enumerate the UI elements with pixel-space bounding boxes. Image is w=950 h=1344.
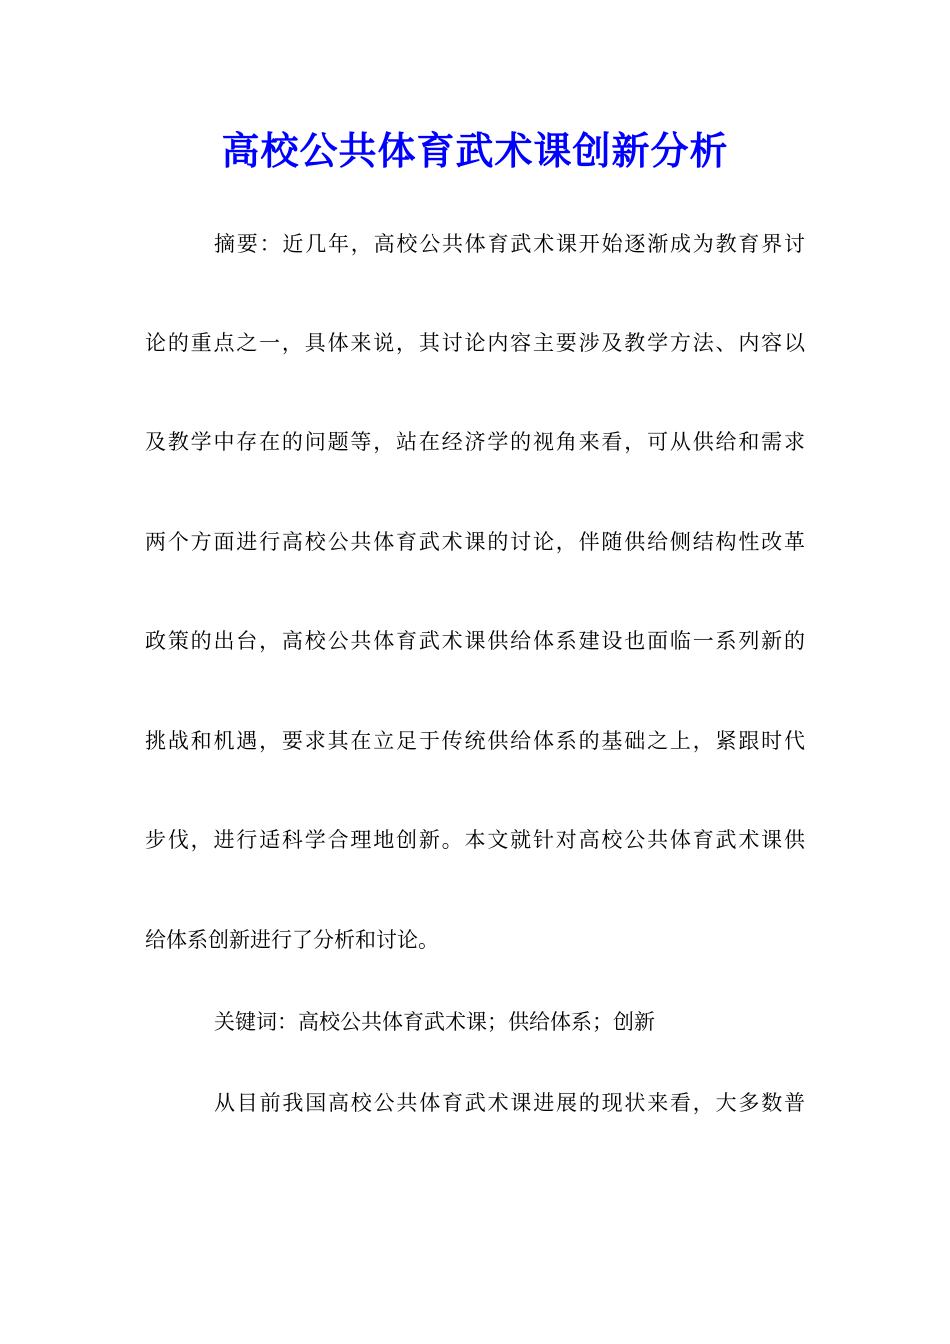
abstract-line-2: 论的重点之一，具体来说，其讨论内容主要涉及教学方法、内容以 [145,331,805,355]
abstract-line-3: 及教学中存在的问题等，站在经济学的视角来看，可从供给和需求 [145,430,805,454]
abstract-line-7: 步伐，进行适科学合理地创新。本文就针对高校公共体育武术课供 [145,828,805,852]
body-paragraph-line-1: 从目前我国高校公共体育武术课进展的现状来看，大多数普 [214,1091,805,1115]
abstract-line-1: 摘要：近几年，高校公共体育武术课开始逐渐成为教育界讨 [214,232,805,256]
keywords-line: 关键词：高校公共体育武术课；供给体系；创新 [214,1010,655,1034]
document-title: 高校公共体育武术课创新分析 [221,128,729,173]
abstract-line-8: 给体系创新进行了分析和讨论。 [145,928,439,952]
abstract-line-6: 挑战和机遇，要求其在立足于传统供给体系的基础之上，紧跟时代 [145,729,805,753]
abstract-line-4: 两个方面进行高校公共体育武术课的讨论，伴随供给侧结构性改革 [145,530,805,554]
abstract-line-5: 政策的出台，高校公共体育武术课供给体系建设也面临一系列新的 [145,629,805,653]
